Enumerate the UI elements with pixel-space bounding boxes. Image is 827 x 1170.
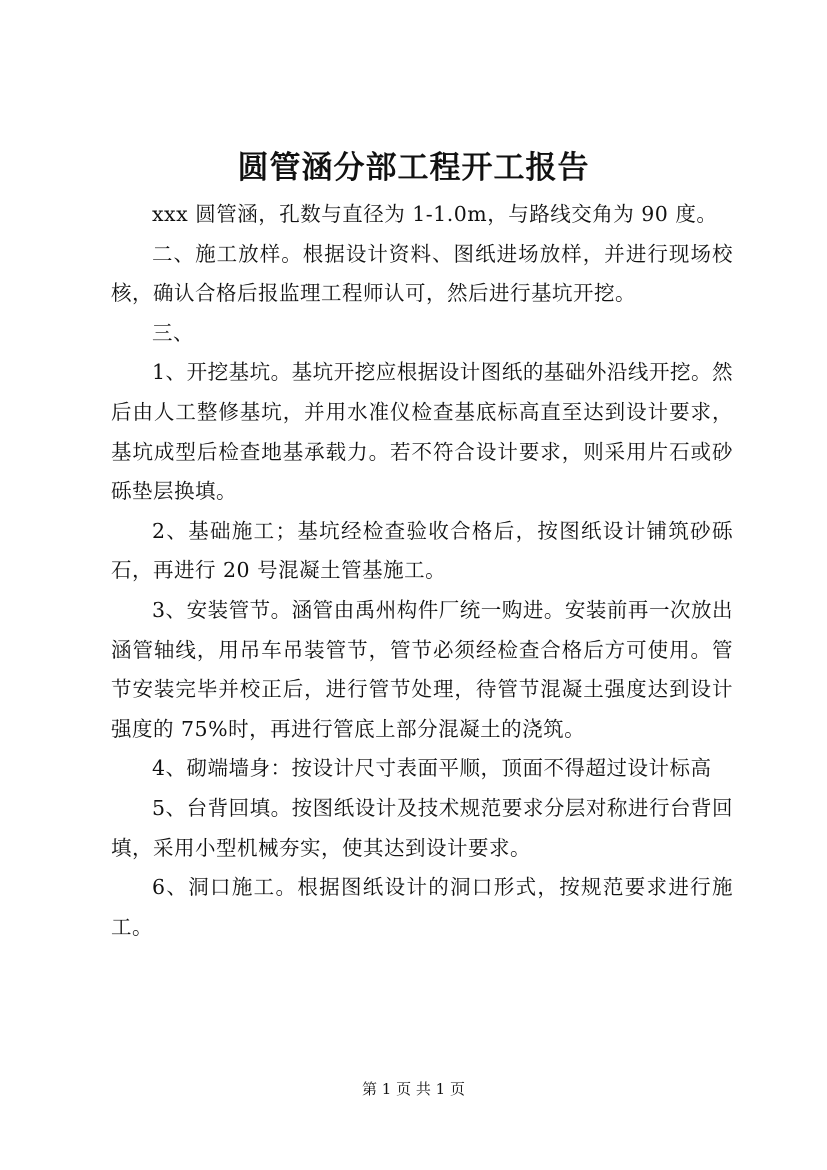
paragraph: 6、洞口施工。根据图纸设计的洞口形式，按规范要求进行施工。 (111, 875, 733, 939)
page-number-footer: 第 1 页 共 1 页 (362, 1080, 465, 1098)
paragraph: 4、砌端墙身：按设计尺寸表面平顺，顶面不得超过设计标高 (152, 756, 712, 781)
paragraph: 二、施工放样。根据设计资料、图纸进场放样，并进行现场校核，确认合格后报监理工程师认可，然后进行基坑开挖。 (111, 241, 733, 306)
paragraph: 三、 (152, 320, 194, 345)
paragraph: 2、基础施工；基坑经检查验收合格后，按图纸设计铺筑砂砾石，再进行 20 号混凝土管基施工。 (111, 518, 733, 583)
paragraph: 1、开挖基坑。基坑开挖应根据设计图纸的基础外沿线开挖。然后由人工整修基坑，并用水准仪检查基底标高直至达到设计要求，基坑成型后检查地基承载力。若不符合设计要求，则采用片石或砂砾垫层换填。 (111, 360, 733, 504)
paragraph: xxx 圆管涵，孔数与直径为 1-1.0m，与路线交角为 90 度。 (152, 202, 718, 226)
document-body (111, 195, 733, 947)
document-title: 圆管涵分部工程开工报告 (237, 150, 590, 186)
paragraph: 3、安装管节。涵管由禹州构件厂统一购进。安装前再一次放出涵管轴线，用吊车吊装管节，管节必须经检查合格后方可使用。管节安装完毕并校正后，进行管节处理，待管节混凝土强度达到设计强度的 75%时，再进行管底上部分混凝土的浇筑。 (111, 597, 733, 741)
paragraph: 5、台背回填。按图纸设计及技术规范要求分层对称进行台背回填，采用小型机械夯实，使其达到设计要求。 (111, 795, 733, 860)
